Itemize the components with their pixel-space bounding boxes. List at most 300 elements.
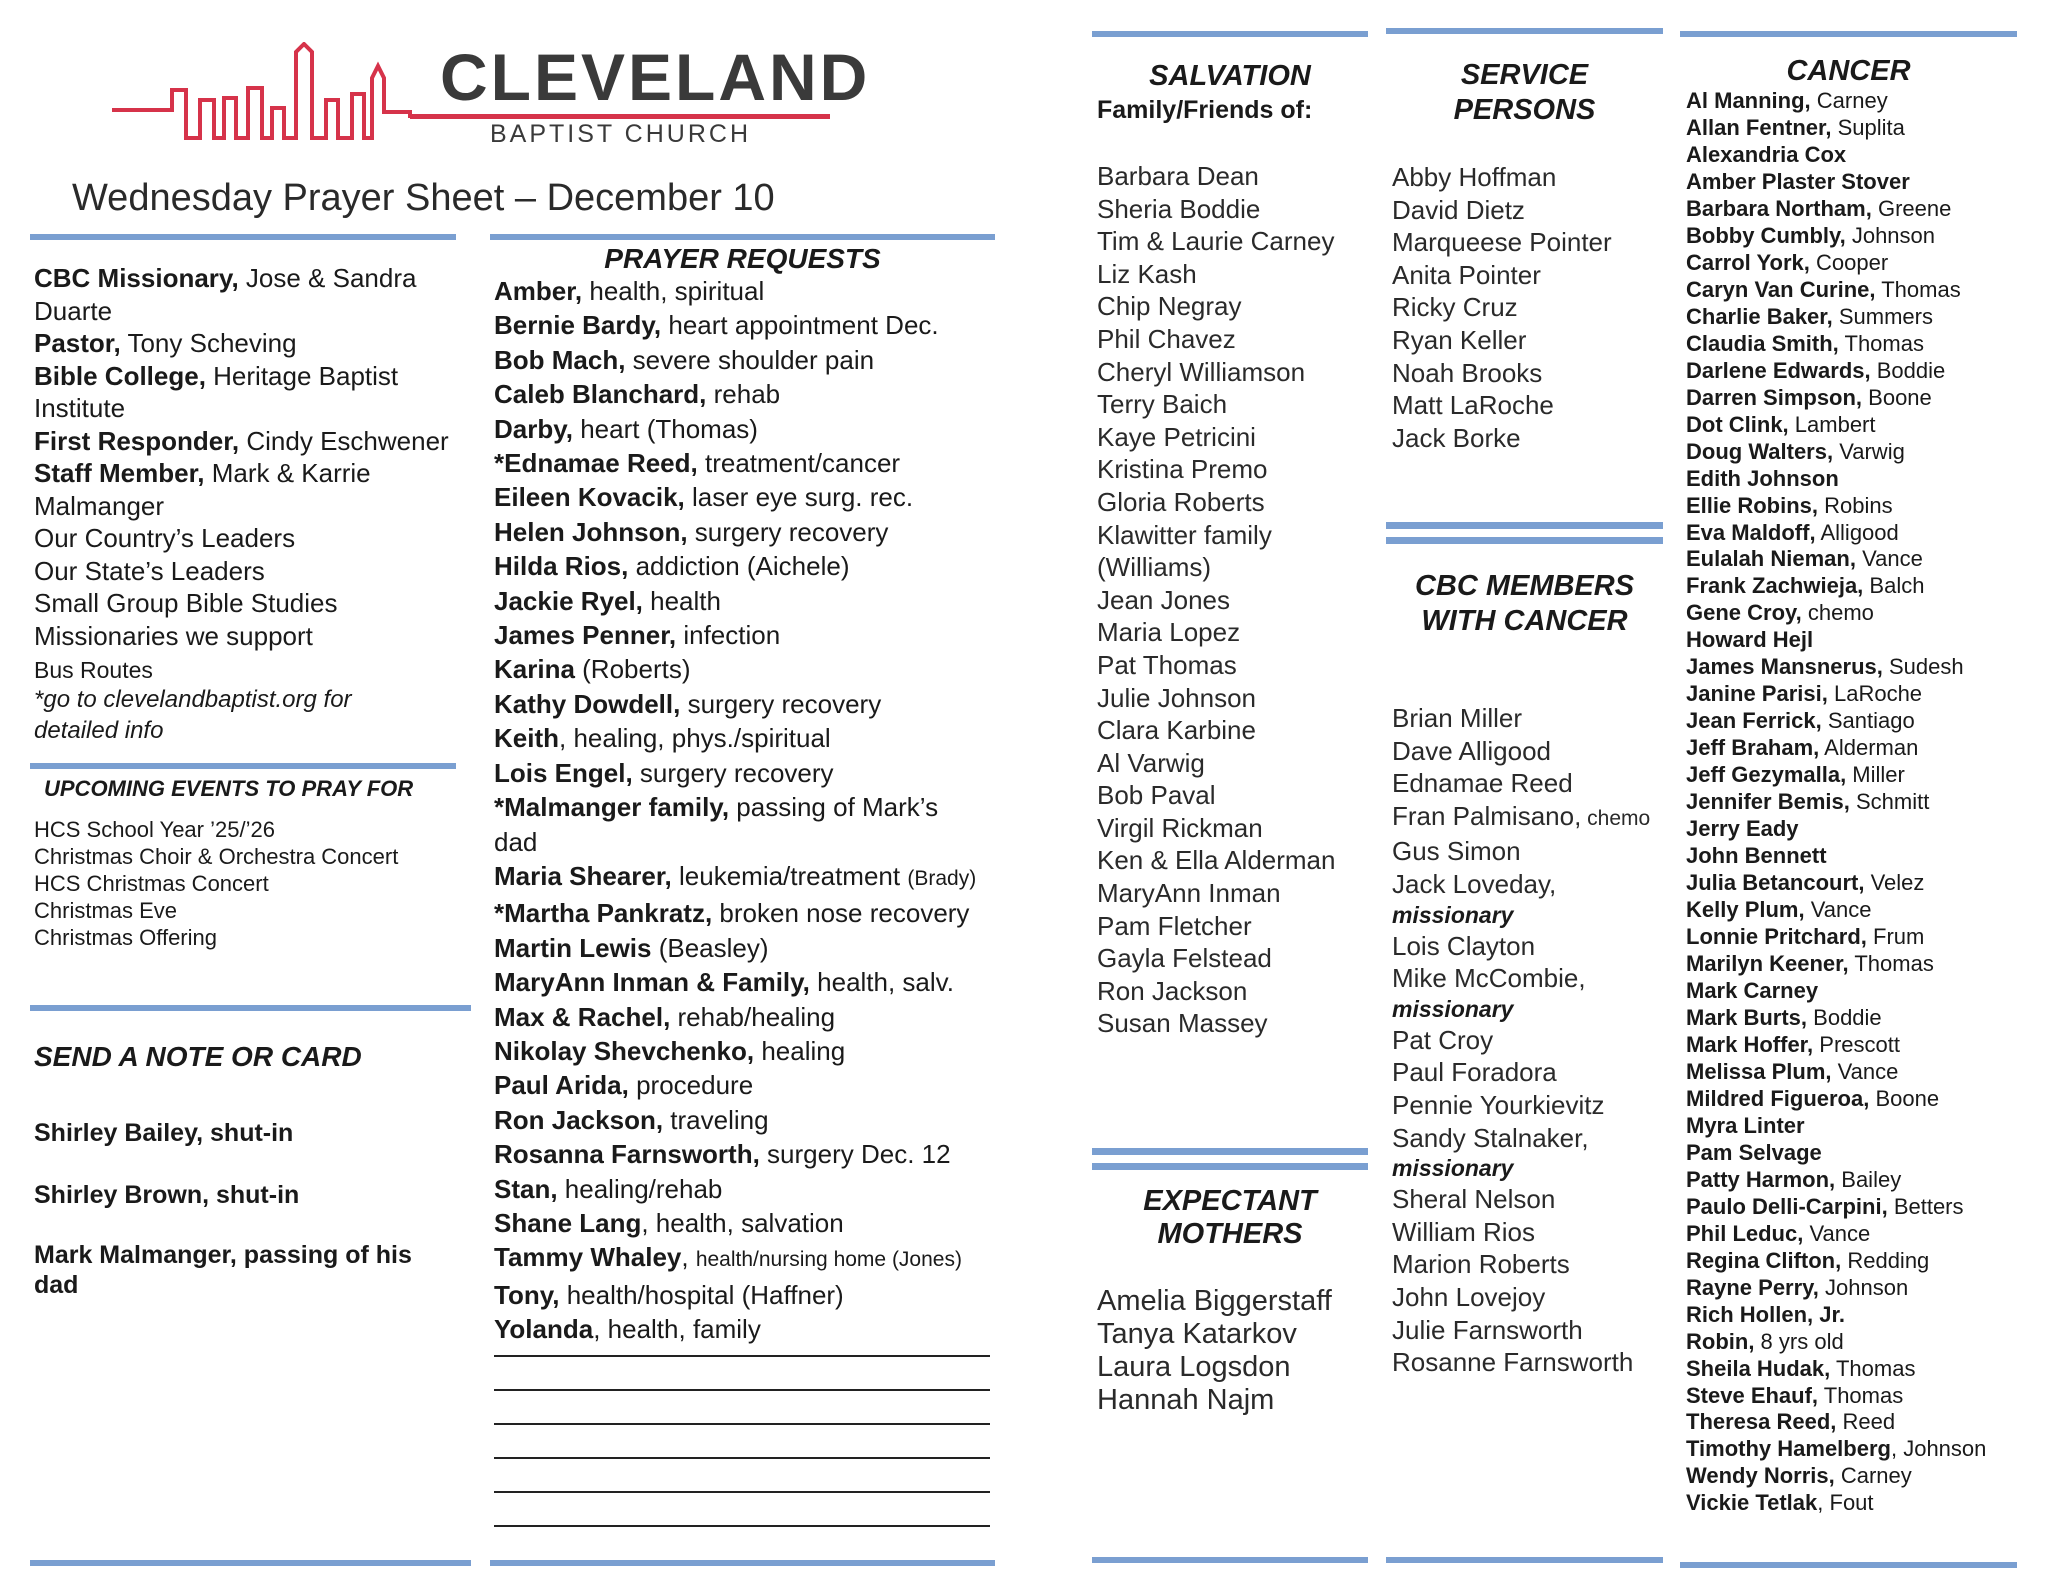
prayer-item [494, 343, 976, 377]
prayer-detail: , [681, 1242, 696, 1273]
divider [30, 1560, 471, 1566]
name-text: Sheria Boddie [1097, 193, 1261, 224]
salvation-name [1097, 616, 1335, 649]
prayer-item [494, 896, 976, 930]
event-item [34, 924, 398, 951]
prayer-name: Paul Arida, [494, 1070, 629, 1101]
blank-line [494, 1389, 990, 1391]
salvation-name [1097, 714, 1335, 747]
name-text: Ken & Ella Alderman [1097, 845, 1336, 876]
cancer-item [1686, 277, 1986, 304]
send-note-item: Mark Malmanger, passing of his [34, 1241, 412, 1269]
name-text: John Lovejoy [1392, 1281, 1546, 1312]
prayer-item [494, 1103, 976, 1137]
prayer-name: Hilda Rios, [494, 551, 629, 582]
cancer-relation: Carney [1834, 1463, 1912, 1489]
cancer-item [1686, 1248, 1986, 1275]
church-name: CLEVELAND [440, 40, 871, 114]
cancer-name: Rayne Perry, [1686, 1274, 1819, 1300]
salvation-list [1097, 160, 1335, 1040]
prayer-item [494, 1034, 976, 1068]
cancer-name: Jerry Eady [1686, 816, 1799, 842]
send-note-item: Shirley Bailey, shut-in [34, 1119, 294, 1147]
info-text: Missionaries we support [34, 620, 313, 651]
prayer-name: Martin Lewis [494, 932, 652, 963]
salvation-name [1097, 682, 1335, 715]
cancer-name: Eva Maldoff, [1686, 519, 1816, 545]
service-heading-2: PERSONS [1453, 94, 1596, 126]
member-name [1392, 1248, 1650, 1281]
salvation-name [1097, 486, 1335, 519]
prayer-detail: , health, salvation [641, 1207, 844, 1238]
salvation-name [1097, 160, 1335, 193]
prayer-name: Jackie Ryel, [494, 585, 643, 616]
name-text: Mike McCombie, [1392, 963, 1586, 994]
cancer-relation: Alligood [1815, 519, 1899, 545]
cancer-name: John Bennett [1686, 843, 1827, 869]
cancer-relation: Vance [1803, 1220, 1871, 1246]
prayer-item [494, 1068, 976, 1102]
prayer-name: Nikolay Shevchenko, [494, 1035, 755, 1066]
event-item [34, 870, 398, 897]
salvation-subheading: Family/Friends of: [1097, 96, 1313, 124]
service-name [1392, 324, 1612, 357]
cancer-name: Darlene Edwards, [1686, 357, 1871, 383]
cancer-relation: Summers [1832, 303, 1933, 329]
expectant-heading: EXPECTANT [1143, 1185, 1317, 1217]
cancer-name: Timothy Hamelberg [1686, 1436, 1891, 1462]
prayer-name: Shane Lang [494, 1207, 642, 1238]
prayer-item [494, 931, 976, 965]
cancer-name: Jeff Gezymalla, [1686, 762, 1847, 788]
name-text: Julie Farnsworth [1392, 1314, 1583, 1345]
prayer-item [494, 1000, 976, 1034]
send-note-heading: SEND A NOTE OR CARD [34, 1041, 362, 1072]
cancer-relation: , Johnson [1890, 1436, 1987, 1462]
name-text: Marqueese Pointer [1392, 227, 1612, 258]
prayer-detail: health/hospital (Haffner) [559, 1279, 844, 1310]
name-text: Barbara Dean [1097, 161, 1259, 191]
divider [1680, 31, 2017, 37]
name-text: Abby Hoffman [1392, 162, 1557, 192]
cancer-item [1686, 1221, 1986, 1248]
cancer-item [1686, 1463, 1986, 1490]
prayer-detail: infection [676, 620, 781, 651]
prayer-detail: health, salv. [809, 967, 954, 998]
member-name [1392, 702, 1650, 735]
salvation-name [1097, 942, 1335, 975]
members-cancer-list [1392, 702, 1650, 1379]
name-text: Noah Brooks [1392, 357, 1543, 388]
salvation-name [1097, 747, 1335, 780]
name-text: Clara Karbine [1097, 715, 1256, 746]
cancer-name: Melissa Plum, [1686, 1058, 1832, 1084]
name-text: Paul Foradora [1392, 1057, 1557, 1088]
cancer-relation: Robins [1818, 492, 1893, 518]
salvation-name [1097, 649, 1335, 682]
expectant-name [1097, 1384, 1332, 1417]
cancer-relation: Cooper [1809, 249, 1889, 275]
cancer-name: Sheila Hudak, [1686, 1355, 1831, 1381]
cancer-item [1686, 951, 1986, 978]
info-line [34, 295, 464, 328]
info-line [34, 457, 464, 490]
info-line [34, 425, 464, 458]
salvation-name [1097, 453, 1335, 486]
divider [490, 1560, 995, 1566]
info-text: Our Country’s Leaders [34, 523, 296, 553]
cancer-relation: Betters [1887, 1193, 1964, 1219]
info-text: Our State’s Leaders [34, 555, 265, 586]
cancer-item [1686, 142, 1986, 169]
event-text: Christmas Choir & Orchestra Concert [34, 844, 399, 869]
cancer-name: Jeff Braham, [1686, 735, 1820, 761]
name-text: Jean Jones [1097, 584, 1230, 615]
salvation-name [1097, 584, 1335, 617]
cancer-name: Mildred Figueroa, [1686, 1085, 1870, 1111]
divider [1386, 28, 1663, 34]
divider [30, 763, 456, 769]
cancer-item [1686, 196, 1986, 223]
church-logo [110, 40, 871, 152]
cancer-name: Patty Harmon, [1686, 1166, 1836, 1192]
cancer-name: Carrol York, [1686, 249, 1810, 275]
info-label: First Responder, [34, 425, 240, 456]
divider [1680, 1562, 2017, 1568]
prayer-name: *Malmanger family, [494, 792, 730, 823]
name-text: Rosanne Farnsworth [1392, 1347, 1634, 1378]
cancer-item [1686, 1005, 1986, 1032]
prayer-name: Helen Johnson, [494, 516, 688, 547]
prayer-item [494, 687, 976, 721]
expectant-name [1097, 1351, 1332, 1384]
info-line [34, 490, 464, 523]
cancer-name: Ellie Robins, [1686, 492, 1819, 518]
cancer-name: Theresa Reed, [1686, 1409, 1837, 1435]
prayer-item [494, 515, 976, 549]
info-label: Pastor, [34, 328, 121, 358]
cancer-relation: Vance [1831, 1058, 1899, 1084]
salvation-name [1097, 975, 1335, 1008]
prayer-item [494, 1206, 976, 1240]
prayer-detail: procedure [628, 1070, 754, 1101]
name-text: Pat Croy [1392, 1024, 1494, 1055]
name-text: Fran Palmisano, [1392, 800, 1582, 831]
prayer-detail: rehab/healing [670, 1001, 836, 1032]
cancer-name: Mark Burts, [1686, 1004, 1808, 1030]
cancer-name: Pam Selvage [1686, 1139, 1822, 1165]
cancer-relation: LaRoche [1827, 681, 1923, 707]
info-line [34, 587, 464, 620]
divider [1092, 1148, 1368, 1155]
cancer-relation: Boone [1862, 384, 1932, 410]
info-line [34, 262, 464, 295]
cancer-item [1686, 1302, 1986, 1329]
prayer-item [494, 1240, 976, 1277]
prayer-item [494, 1278, 976, 1312]
salvation-name [1097, 421, 1335, 454]
cancer-item [1686, 1140, 1986, 1167]
name-text: (Williams) [1097, 552, 1212, 583]
cancer-name: Frank Zachwieja, [1686, 573, 1864, 599]
prayer-item [494, 480, 976, 514]
salvation-name [1097, 388, 1335, 421]
cancer-item [1686, 1086, 1986, 1113]
cancer-relation: Boddie [1870, 357, 1946, 383]
member-name [1392, 930, 1650, 963]
prayer-detail: health [642, 585, 721, 616]
salvation-name [1097, 844, 1335, 877]
cancer-relation: Vance [1804, 897, 1872, 923]
prayer-item [494, 549, 976, 583]
cancer-name: Charlie Baker, [1686, 303, 1833, 329]
prayer-detail: (Beasley) [651, 932, 769, 963]
cancer-item [1686, 520, 1986, 547]
divider [490, 234, 995, 240]
cancer-relation: Vance [1855, 546, 1923, 572]
name-text: Lois Clayton [1392, 930, 1536, 961]
info-line [34, 555, 464, 588]
member-name [1392, 1183, 1650, 1216]
cancer-name: Regina Clifton, [1686, 1247, 1842, 1273]
salvation-name [1097, 519, 1335, 552]
church-subtitle: BAPTIST CHURCH [490, 120, 752, 148]
prayer-name: James Penner, [494, 620, 677, 651]
name-text: Al Varwig [1097, 747, 1205, 778]
cancer-item [1686, 385, 1986, 412]
expectant-list [1097, 1285, 1332, 1417]
blank-line [494, 1491, 990, 1493]
cancer-item [1686, 493, 1986, 520]
cancer-name: Mark Hoffer, [1686, 1031, 1814, 1057]
prayer-name: *Martha Pankratz, [494, 898, 713, 929]
cancer-item [1686, 1167, 1986, 1194]
members-heading-2: WITH CANCER [1421, 605, 1628, 637]
cancer-relation: Schmitt [1849, 789, 1930, 815]
name-text: Sheral Nelson [1392, 1184, 1556, 1215]
name-text: Jack Loveday, [1392, 868, 1557, 899]
name-text: Bob Paval [1097, 780, 1216, 811]
prayer-item [494, 446, 976, 480]
cancer-item [1686, 573, 1986, 600]
cancer-item [1686, 546, 1986, 573]
cancer-relation: Johnson [1845, 222, 1936, 248]
name-text: Gloria Roberts [1097, 486, 1265, 517]
member-name [1392, 735, 1650, 768]
divider [1386, 1557, 1663, 1563]
cancer-relation: Thomas [1818, 1382, 1904, 1408]
prayer-detail: dad [494, 826, 538, 857]
cancer-relation: Frum [1866, 924, 1925, 950]
cancer-relation: Johnson [1818, 1274, 1909, 1300]
salvation-name [1097, 323, 1335, 356]
name-text: missionary [1392, 901, 1514, 928]
name-text: Ednamae Reed [1392, 768, 1573, 799]
church-info-list [34, 262, 464, 652]
cancer-relation: Lambert [1788, 411, 1876, 437]
divider [1092, 31, 1368, 37]
cancer-item [1686, 735, 1986, 762]
salvation-name [1097, 1007, 1335, 1040]
name-text: William Rios [1392, 1216, 1535, 1247]
name-text: missionary [1392, 1155, 1514, 1182]
expectant-name [1097, 1318, 1332, 1351]
prayer-name: Keith [494, 723, 559, 754]
name-text: Jack Borke [1392, 422, 1521, 453]
info-line [34, 522, 464, 555]
cancer-name: Mark Carney [1686, 977, 1819, 1003]
prayer-detail: , healing, phys./spiritual [559, 723, 831, 754]
cancer-name: Darren Simpson, [1686, 384, 1863, 410]
salvation-name [1097, 910, 1335, 943]
name-text: Kaye Petricini [1097, 421, 1256, 452]
salvation-name [1097, 551, 1335, 584]
cancer-relation: Greene [1871, 195, 1952, 221]
prayer-name: Rosanna Farnsworth, [494, 1139, 760, 1170]
cancer-relation: Velez [1864, 870, 1925, 896]
prayer-item [494, 825, 976, 859]
name-text: Pat Thomas [1097, 649, 1237, 680]
cancer-name: Kelly Plum, [1686, 897, 1805, 923]
prayer-item [494, 652, 976, 686]
cancer-name: Vickie Tetlak [1686, 1490, 1818, 1516]
missionary-label [1392, 901, 1650, 930]
prayer-detail: leukemia/treatment [671, 860, 908, 891]
cancer-name: Claudia Smith, [1686, 330, 1839, 356]
name-text: Sandy Stalnaker, [1392, 1122, 1589, 1153]
prayer-name: *Ednamae Reed, [494, 448, 698, 479]
cancer-relation: Thomas [1830, 1355, 1916, 1381]
prayer-detail: treatment/cancer [697, 448, 901, 479]
name-text: Klawitter family [1097, 519, 1272, 550]
cancer-item [1686, 1113, 1986, 1140]
prayer-item [494, 965, 976, 999]
cancer-item [1686, 358, 1986, 385]
cancer-relation: Boddie [1807, 1004, 1882, 1030]
prayer-item [494, 274, 976, 308]
prayer-name: Ron Jackson, [494, 1104, 664, 1135]
cancer-relation: Prescott [1813, 1031, 1900, 1057]
cancer-item [1686, 466, 1986, 493]
info-line [34, 360, 464, 393]
cancer-name: Rich Hollen, Jr. [1686, 1301, 1845, 1327]
name-text: Amelia Biggerstaff [1097, 1285, 1332, 1317]
prayer-detail: health, spiritual [582, 276, 765, 306]
cancer-item [1686, 870, 1986, 897]
cancer-relation: Thomas [1838, 330, 1924, 356]
send-note-item: Shirley Brown, shut-in [34, 1181, 300, 1209]
salvation-name [1097, 779, 1335, 812]
cancer-item [1686, 169, 1986, 196]
cancer-name: Alexandria Cox [1686, 141, 1847, 167]
cancer-relation: Carney [1810, 88, 1888, 113]
event-item [34, 816, 398, 843]
cancer-relation: chemo [1801, 600, 1874, 626]
cancer-item [1686, 250, 1986, 277]
prayer-detail: broken nose recovery [712, 898, 970, 929]
prayer-item [494, 721, 976, 755]
cancer-item [1686, 681, 1986, 708]
info-text: Mark & Karrie [204, 458, 371, 488]
members-heading: CBC MEMBERS [1414, 570, 1635, 602]
name-text: Chip Negray [1097, 291, 1242, 322]
cancer-item [1686, 897, 1986, 924]
cancer-item [1686, 1409, 1986, 1436]
prayer-item [494, 1172, 976, 1206]
cancer-relation: Redding [1841, 1247, 1930, 1273]
prayer-name: Tammy Whaley [494, 1242, 682, 1273]
prayer-detail: heart appointment Dec. [661, 310, 939, 341]
service-list [1392, 161, 1612, 454]
prayer-detail: heart (Thomas) [573, 413, 758, 444]
cancer-name: Edith Johnson [1686, 465, 1839, 491]
event-text: Christmas Offering [34, 925, 217, 950]
cancer-item [1686, 789, 1986, 816]
cancer-list [1686, 88, 1986, 1517]
event-item [34, 897, 398, 924]
prayer-name: Darby, [494, 413, 573, 444]
cancer-item [1686, 304, 1986, 331]
prayer-detail: surgery recovery [680, 688, 882, 719]
cancer-item [1686, 978, 1986, 1005]
prayer-list [494, 274, 976, 1347]
member-name [1392, 1056, 1650, 1089]
name-text: Brian Miller [1392, 703, 1523, 733]
member-name [1392, 1346, 1650, 1379]
name-text: Gus Simon [1392, 836, 1521, 867]
events-list [34, 816, 398, 951]
prayer-item [494, 308, 976, 342]
prayer-name: Eileen Kovacik, [494, 482, 685, 513]
cancer-name: Robin, [1686, 1328, 1755, 1354]
name-text: missionary [1392, 995, 1514, 1022]
cancer-item [1686, 223, 1986, 250]
name-text: Kristina Premo [1097, 454, 1268, 485]
expectant-name [1097, 1285, 1332, 1318]
cancer-item [1686, 1490, 1986, 1517]
prayer-name: Max & Rachel, [494, 1001, 671, 1032]
name-text: MaryAnn Inman [1097, 878, 1281, 909]
divider [30, 1005, 471, 1011]
cancer-item [1686, 88, 1986, 115]
prayer-name: Maria Shearer, [494, 860, 672, 891]
cancer-relation: Thomas [1875, 276, 1961, 302]
prayer-item [494, 859, 976, 896]
prayer-detail: addiction (Aichele) [628, 551, 850, 582]
name-text: Pam Fletcher [1097, 910, 1252, 941]
missionary-label [1392, 1154, 1650, 1183]
cancer-name: Doug Walters, [1686, 438, 1834, 464]
cancer-item [1686, 331, 1986, 358]
cancer-name: Dot Clink, [1686, 411, 1789, 437]
cancer-name: Howard Hejl [1686, 627, 1814, 653]
expectant-heading-2: MOTHERS [1157, 1218, 1303, 1250]
prayer-detail: laser eye surg. rec. [684, 482, 914, 513]
info-text: Cindy Eschwener [239, 425, 449, 456]
cancer-name: Julia Betancourt, [1686, 870, 1865, 896]
cancer-name: Caryn Van Curine, [1686, 276, 1876, 302]
service-name [1392, 259, 1612, 292]
cancer-name: Gene Croy, [1686, 600, 1802, 626]
service-name [1392, 161, 1612, 194]
service-name [1392, 291, 1612, 324]
name-text: Tim & Laurie Carney [1097, 226, 1335, 257]
name-text: Pennie Yourkievitz [1392, 1089, 1605, 1120]
event-text: HCS School Year ’25/’26 [34, 817, 275, 842]
info-line [34, 327, 464, 360]
cancer-item [1686, 762, 1986, 789]
cancer-relation: Sudesh [1882, 654, 1964, 680]
